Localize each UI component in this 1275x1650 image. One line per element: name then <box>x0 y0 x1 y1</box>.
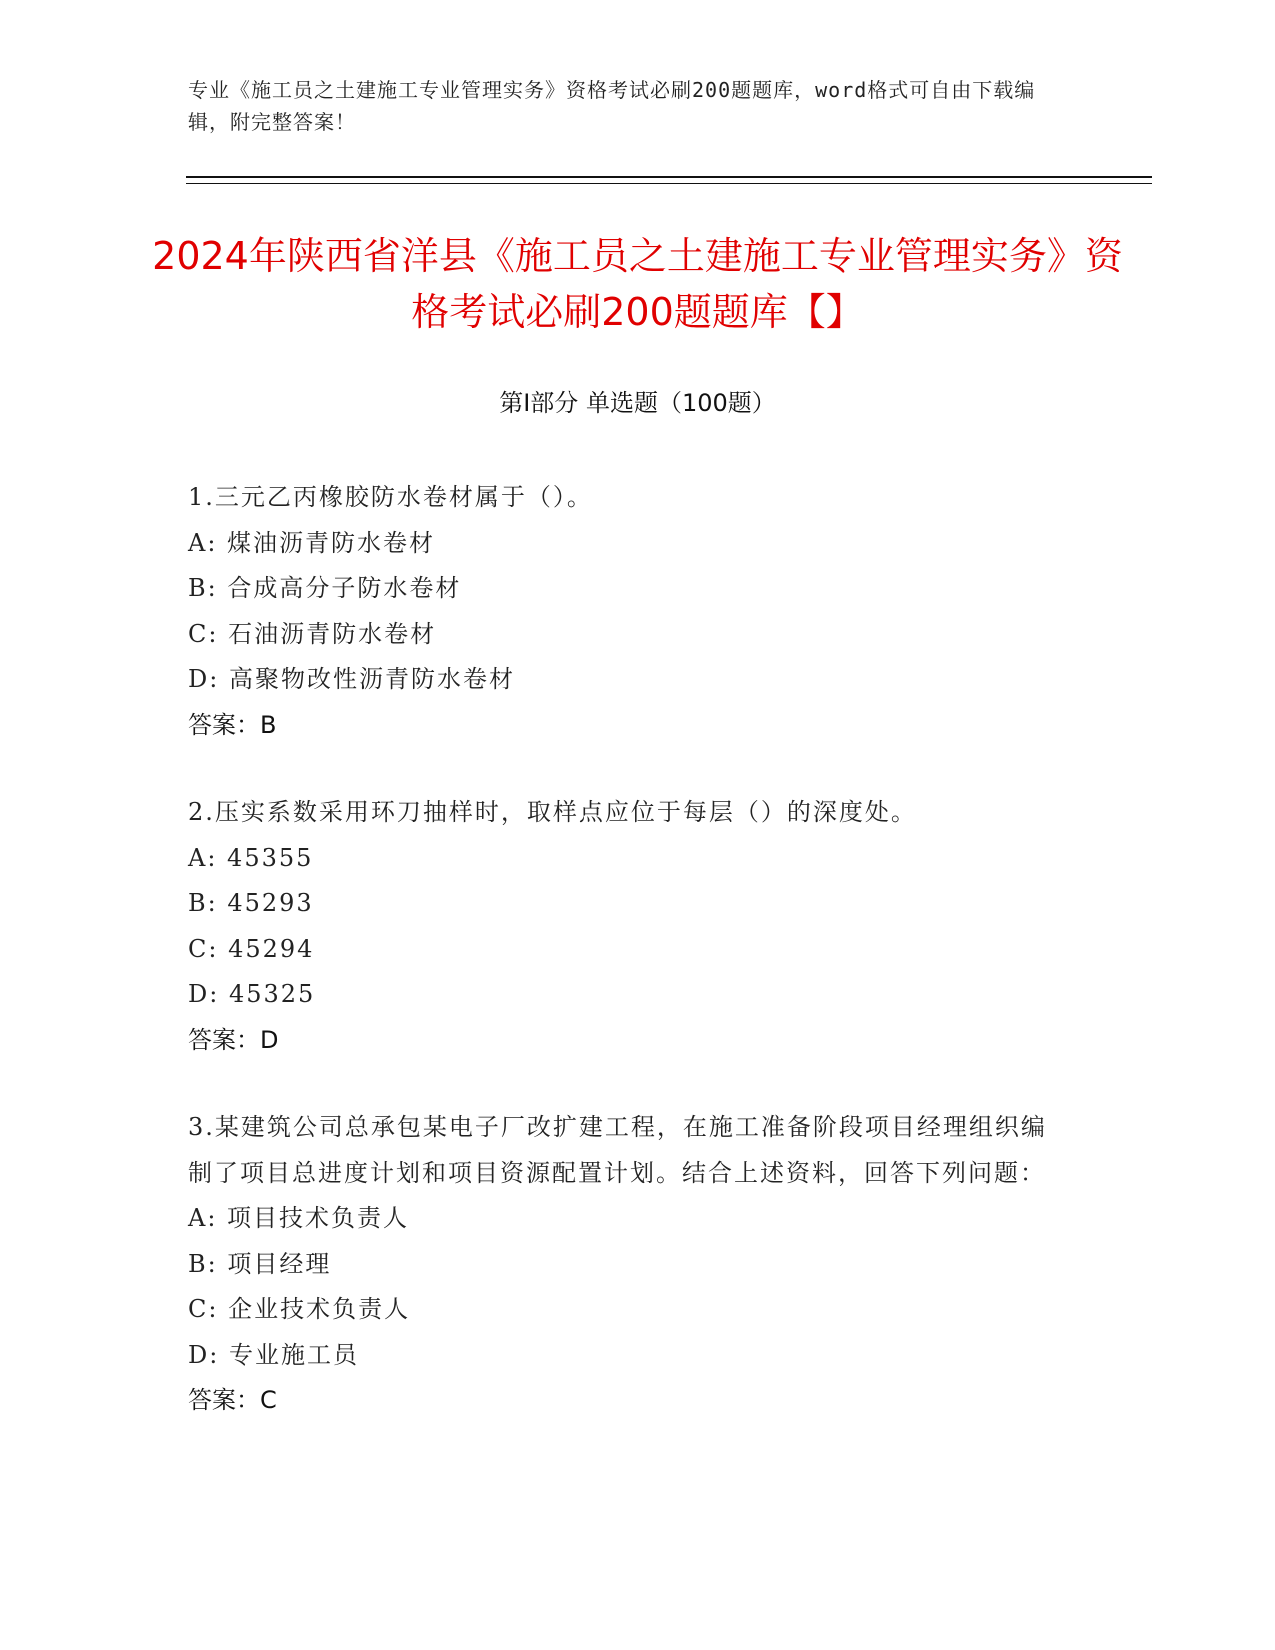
option-b: B: 45293 <box>188 889 314 917</box>
option-d: D: 高聚物改性沥青防水卷材 <box>188 665 515 693</box>
option-b: B: 项目经理 <box>188 1249 332 1278</box>
option-d: D: 45325 <box>188 980 316 1008</box>
header-note: 专业《施工员之土建施工专业管理实务》资格考试必刷200题题库，word格式可自由下载编辑，附完整答案！ <box>188 78 1036 134</box>
question-stem: 2.压实系数采用环刀抽样时，取样点应位于每层（）的深度处。 <box>188 798 917 826</box>
question-stem: 3.某建筑公司总承包某电子厂改扩建工程，在施工准备阶段项目经理组织编制了项目总进度计划和项目资源配置计划。结合上述资料，回答下列问题： <box>188 1113 1047 1187</box>
option-c: C: 企业技术负责人 <box>188 1295 411 1323</box>
question-list <box>188 475 1068 1466</box>
option-c: C: 石油沥青防水卷材 <box>188 619 437 648</box>
option-c: C: 45294 <box>188 934 315 963</box>
answer: 答案：D <box>188 1025 279 1054</box>
option-a: A: 煤油沥青防水卷材 <box>188 528 436 557</box>
document-title: 2024年陕西省洋县《施工员之土建施工专业管理实务》资格考试必刷200题题库【】 <box>152 234 1123 334</box>
header-rule-thick <box>186 176 1152 178</box>
answer: 答案：B <box>188 710 277 739</box>
question-3 <box>188 1105 1068 1424</box>
question-1 <box>188 475 1068 748</box>
header-rule-thin <box>186 183 1152 184</box>
question-2 <box>188 790 1068 1063</box>
answer: 答案：C <box>188 1386 277 1414</box>
option-a: A: 项目技术负责人 <box>188 1204 410 1232</box>
section-heading: 第Ⅰ部分 单选题（100题） <box>499 389 776 417</box>
option-d: D: 专业施工员 <box>188 1340 359 1369</box>
option-a: A: 45355 <box>188 843 314 872</box>
option-b: B: 合成高分子防水卷材 <box>188 574 462 602</box>
question-stem: 1.三元乙丙橡胶防水卷材属于（）。 <box>188 483 593 511</box>
